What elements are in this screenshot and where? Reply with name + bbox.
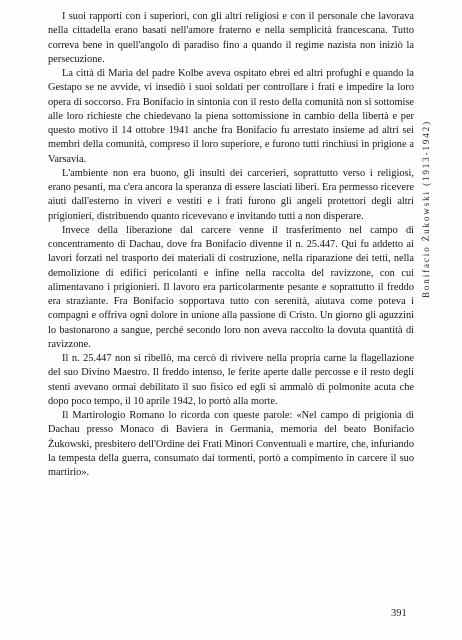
- paragraph-3: L'ambiente non era buono, gli insulti dei carcerieri, soprattutto verso i religiosi, erano pesanti, ma c'era ancora la speranza di essere lasciati liberi. Era permesso ricevere aiuti dall'esterno in viveri e vestiti e i frati furono gli angeli protettori degli altri prigionieri, distribuendo quanto ricevevano e invitando tutti a non disperare.: [48, 167, 414, 222]
- paragraph-1: I suoi rapporti con i superiori, con gli altri religiosi e con il personale che lavorava nella cittadella erano basati nell'amore fraterno e nella semplicità francescana. Tutto correva bene in quell'angolo di paradiso fino a quando il regime nazista non iniziò la persecuzione.: [48, 11, 414, 65]
- body-text: [48, 10, 414, 480]
- running-header-text: Bonifacio Żukowski (1913-1942): [421, 120, 431, 298]
- page-number: 391: [391, 608, 407, 619]
- paragraph-4: Invece della liberazione dal carcere venne il trasferimento nel campo di concentramento di Dachau, dove fra Bonifacio divenne il n. 25.447. Qui fu addetto ai lavori forzati nel trasporto dei materiali di costruzione, nella riparazione dei tetti, nella demolizione di edifici pericolanti e infine nella raccolta del ravizzone, con cui alimentavano i prigionieri. Il lavoro era particolarmente pesante e soprattutto il freddo era straziante. Fra Bonifacio sopportava tutto con serenità, aiutava come poteva i compagni e offriva ogni dolore in unione alla passione di Cristo. Un giorno gli aguzzini lo bastonarono a sangue, perché secondo loro non aveva raccolto la dovuta quantità di ravizzone.: [48, 224, 414, 350]
- paragraph-5: Il n. 25.447 non si ribellò, ma cercò di rivivere nella propria carne la flagellazione del suo Divino Maestro. Il freddo intenso, le ferite aperte dalle percosse e il resto degli stenti avevano ormai debilitato il suo fisico ed egli si ammalò di polmonite acuta che dopo poco tempo, il 10 aprile 1942, lo portò alla morte.: [48, 353, 414, 407]
- paragraph-6: Il Martirologio Romano lo ricorda con queste parole: «Nel campo di prigionia di Dachau presso Monaco di Baviera in Germania, memoria del beato Bonifacio Żukowski, presbitero dell'Ordine dei Frati Minori Conventuali e martire, che, infuriando la tempesta della guerra, consumato dai tormenti, portò a compimento in carcere il suo martirio».: [48, 410, 414, 478]
- paragraph-2: La città di Maria del padre Kolbe aveva ospitato ebrei ed altri profughi e quando la Gestapo se ne avvide, vi insediò i suoi soldati per controllare i frati e impedire la loro opera di soccorso. Fra Bonifacio in sintonia con il resto della comunità non si sottomise alle loro richieste che chiedevano la piena sottomissione in cambio della libertà e per questo motivo il 14 ottobre 1941 anche fra Bonifacio fu arrestato insieme ad altri sei membri della comunità, compreso il loro superiore, e furono tutti rinchiusi in prigione a Varsavia.: [48, 68, 414, 165]
